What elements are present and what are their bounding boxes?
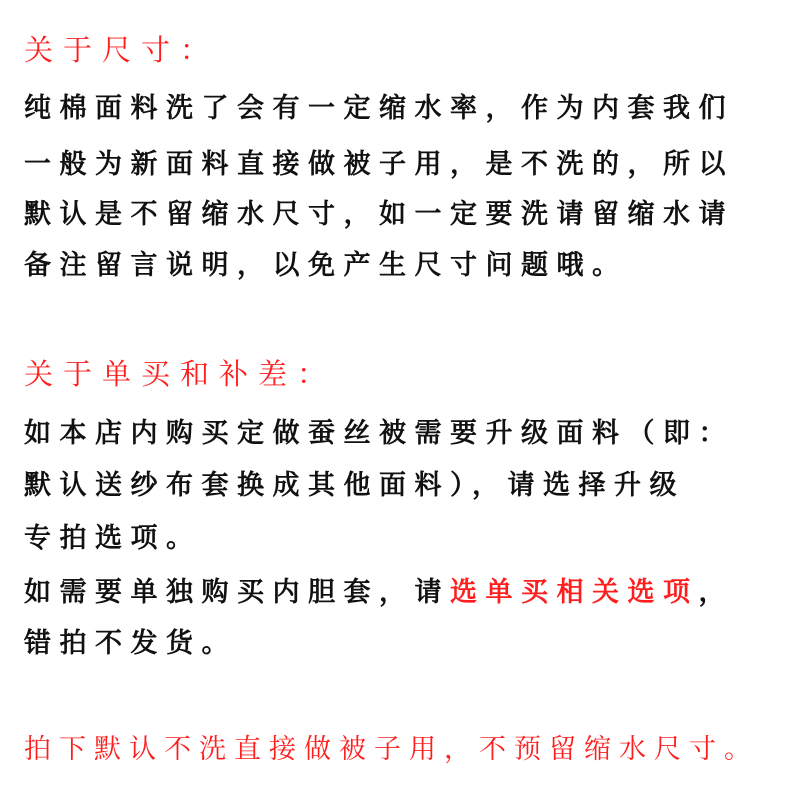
size-section-line-3: 默认是不留缩水尺寸，如一定要洗请留缩水请 — [24, 199, 734, 230]
footer-notice: 拍下默认不洗直接做被子用，不预留缩水尺寸。 — [24, 734, 759, 765]
size-section-heading: 关于尺寸： — [24, 33, 220, 67]
single-buy-highlight: 选单买相关选项 — [450, 577, 699, 608]
size-section-line-1: 纯棉面料洗了会有一定缩水率，作为内套我们 — [24, 93, 734, 124]
purchase-section-line-2: 默认送纱布套换成其他面料），请选择升级 — [24, 470, 685, 501]
single-buy-suffix: ， — [698, 577, 734, 608]
size-section-line-4: 备注留言说明，以免产生尺寸问题哦。 — [24, 250, 628, 281]
purchase-section-heading: 关于单买和补差： — [24, 357, 337, 391]
purchase-section-line-1: 如本店内购买定做蚕丝被需要升级面料（即： — [24, 418, 734, 449]
size-section-line-2: 一般为新面料直接做被子用，是不洗的，所以 — [24, 149, 734, 180]
purchase-section-line-3: 专拍选项。 — [24, 523, 202, 554]
single-buy-prefix: 如需要单独购买内胆套，请 — [24, 577, 450, 608]
single-buy-line — [24, 576, 734, 610]
purchase-section-last-line: 错拍不发货。 — [24, 628, 237, 659]
